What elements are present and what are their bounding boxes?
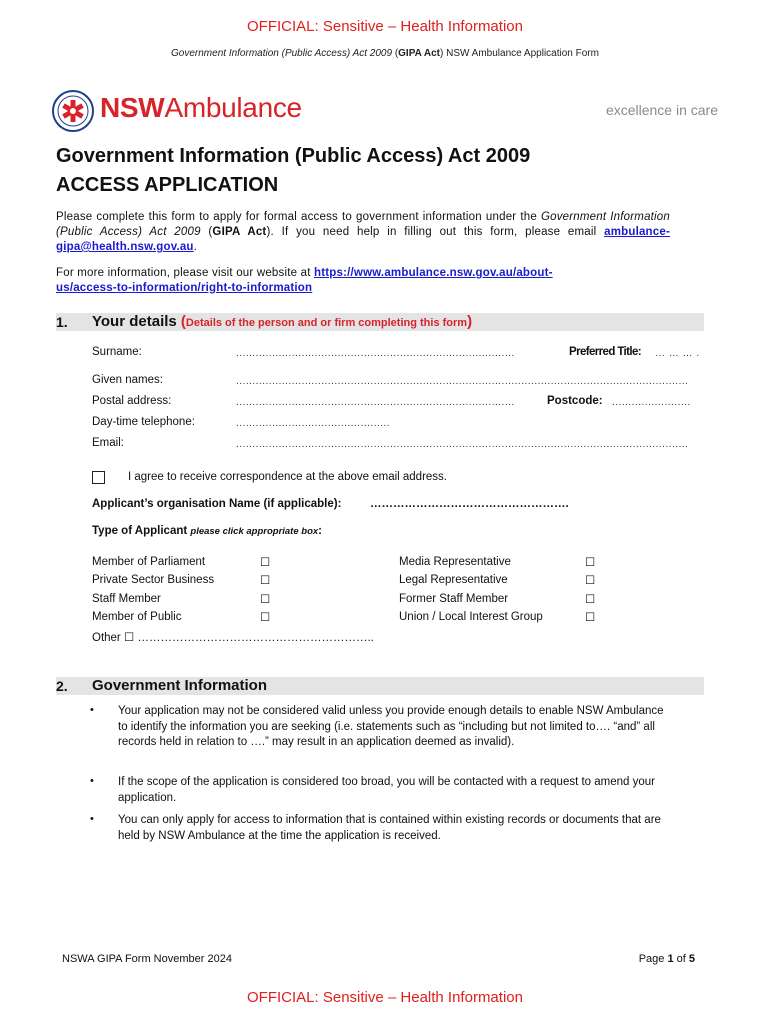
type-checkbox-media[interactable]: ☐ xyxy=(585,557,596,569)
bullet-icon: • xyxy=(90,704,94,716)
type-checkbox-private-sector[interactable]: ☐ xyxy=(260,575,271,587)
brand-logo-text: NSWAmbulance xyxy=(100,92,302,123)
organisation-label: Applicant’s organisation Name (if applicable): xyxy=(92,498,342,510)
preferred-title-field[interactable]: … … … . xyxy=(655,348,700,359)
type-media-representative: Media Representative xyxy=(399,556,511,568)
page-subtitle: ACCESS APPLICATION xyxy=(56,174,279,196)
nsw-ambulance-crest-icon xyxy=(52,90,94,132)
type-union-local-interest: Union / Local Interest Group xyxy=(399,611,543,623)
postcode-field[interactable]: ........................ xyxy=(612,397,691,408)
postal-address-label: Postal address: xyxy=(92,395,172,407)
type-checkbox-union[interactable]: ☐ xyxy=(585,612,596,624)
daytime-telephone-label: Day-time telephone: xyxy=(92,416,195,428)
footer-page-number: Page 1 of 5 xyxy=(638,953,695,965)
postcode-label: Postcode: xyxy=(547,395,603,407)
government-info-bullet-3: You can only apply for access to information that is contained within existing records or documents that are held by NSW Ambulance at the time the application is received. xyxy=(118,814,661,842)
brand-tagline: excellence in care xyxy=(605,102,718,118)
email-label: Email: xyxy=(92,437,124,449)
applicant-type-label: Type of Applicant please click appropriate box: xyxy=(92,525,323,537)
subtitle-gipa: GIPA Act xyxy=(398,48,441,59)
type-checkbox-staff[interactable]: ☐ xyxy=(260,594,271,606)
classification-footer: OFFICIAL: Sensitive – Health Information xyxy=(247,989,523,1006)
email-field[interactable]: .......................................................................................................................................... xyxy=(236,439,689,450)
organisation-field[interactable]: ……………………………………………. xyxy=(370,498,569,510)
agree-correspondence-label: I agree to receive correspondence at the above email address. xyxy=(128,471,447,483)
government-info-bullet-1: Your application may not be considered valid unless you provide enough details to enable NSW Ambulance to identify the information you are seeking (i.e. statements such as “including but not limited to…. “and” all records held in relation to ….” may result in an application deemed as invalid). xyxy=(118,705,664,748)
type-checkbox-legal[interactable]: ☐ xyxy=(585,575,596,587)
daytime-telephone-field[interactable]: ............................................... xyxy=(236,418,391,429)
surname-label: Surname: xyxy=(92,346,142,358)
type-checkbox-parliament[interactable]: ☐ xyxy=(260,557,271,569)
section-2-title: Government Information xyxy=(92,677,268,694)
type-staff-member: Staff Member xyxy=(92,593,161,605)
footer-form-ref: NSWA GIPA Form November 2024 xyxy=(62,953,232,965)
section-2-number: 2. xyxy=(56,678,68,694)
website-link-cont[interactable]: us/access-to-information/right-to-information xyxy=(56,282,313,294)
email-link[interactable]: ambulance-gipa@health.nsw.gov.au xyxy=(56,226,671,253)
website-link[interactable]: https://www.ambulance.nsw.gov.au/about- xyxy=(314,267,553,279)
page-title: Government Information (Public Access) Act 2009 xyxy=(56,145,531,167)
postal-address-field[interactable]: ..................................................................................... xyxy=(236,397,515,408)
type-member-of-public: Member of Public xyxy=(92,611,182,623)
surname-field[interactable]: ..................................................................................... xyxy=(236,348,515,359)
type-checkbox-former-staff[interactable]: ☐ xyxy=(585,594,596,606)
intro-paragraph: Please complete this form to apply for formal access to government information under the Government Information (Public Access) Act 2009 (GIPA Act). If you need help in filling out this form, please email ambulance-gipa@health.nsw.gov.au. xyxy=(56,211,671,253)
given-names-label: Given names: xyxy=(92,374,163,386)
type-other-field[interactable]: Other ☐ …………………………………………………….. xyxy=(92,632,374,644)
form-subtitle: Government Information (Public Access) Act 2009 (GIPA Act) NSW Ambulance Application Form xyxy=(171,48,599,59)
type-member-of-parliament: Member of Parliament xyxy=(92,556,206,568)
subtitle-act: Government Information (Public Access) Act 2009 xyxy=(171,48,393,59)
section-1-title: Your details (Details of the person and or firm completing this form) xyxy=(92,313,473,330)
section-1-number: 1. xyxy=(56,314,68,330)
given-names-field[interactable]: .......................................................................................................................................... xyxy=(236,376,689,387)
more-info-paragraph: For more information, please visit our website at https://www.ambulance.nsw.gov.au/about- us/access-to-information/right-to-information xyxy=(56,267,553,294)
type-private-sector-business: Private Sector Business xyxy=(92,574,215,586)
type-former-staff-member: Former Staff Member xyxy=(399,593,509,605)
preferred-title-label: Preferred Title: xyxy=(569,346,641,358)
bullet-icon: • xyxy=(90,775,94,787)
type-legal-representative: Legal Representative xyxy=(399,574,508,586)
government-info-bullet-2: If the scope of the application is considered too broad, you will be contacted with a request to amend your application. xyxy=(118,776,655,804)
bullet-icon: • xyxy=(90,813,94,825)
classification-header: OFFICIAL: Sensitive – Health Information xyxy=(247,18,523,35)
agree-correspondence-checkbox[interactable] xyxy=(92,471,105,484)
type-checkbox-public[interactable]: ☐ xyxy=(260,612,271,624)
